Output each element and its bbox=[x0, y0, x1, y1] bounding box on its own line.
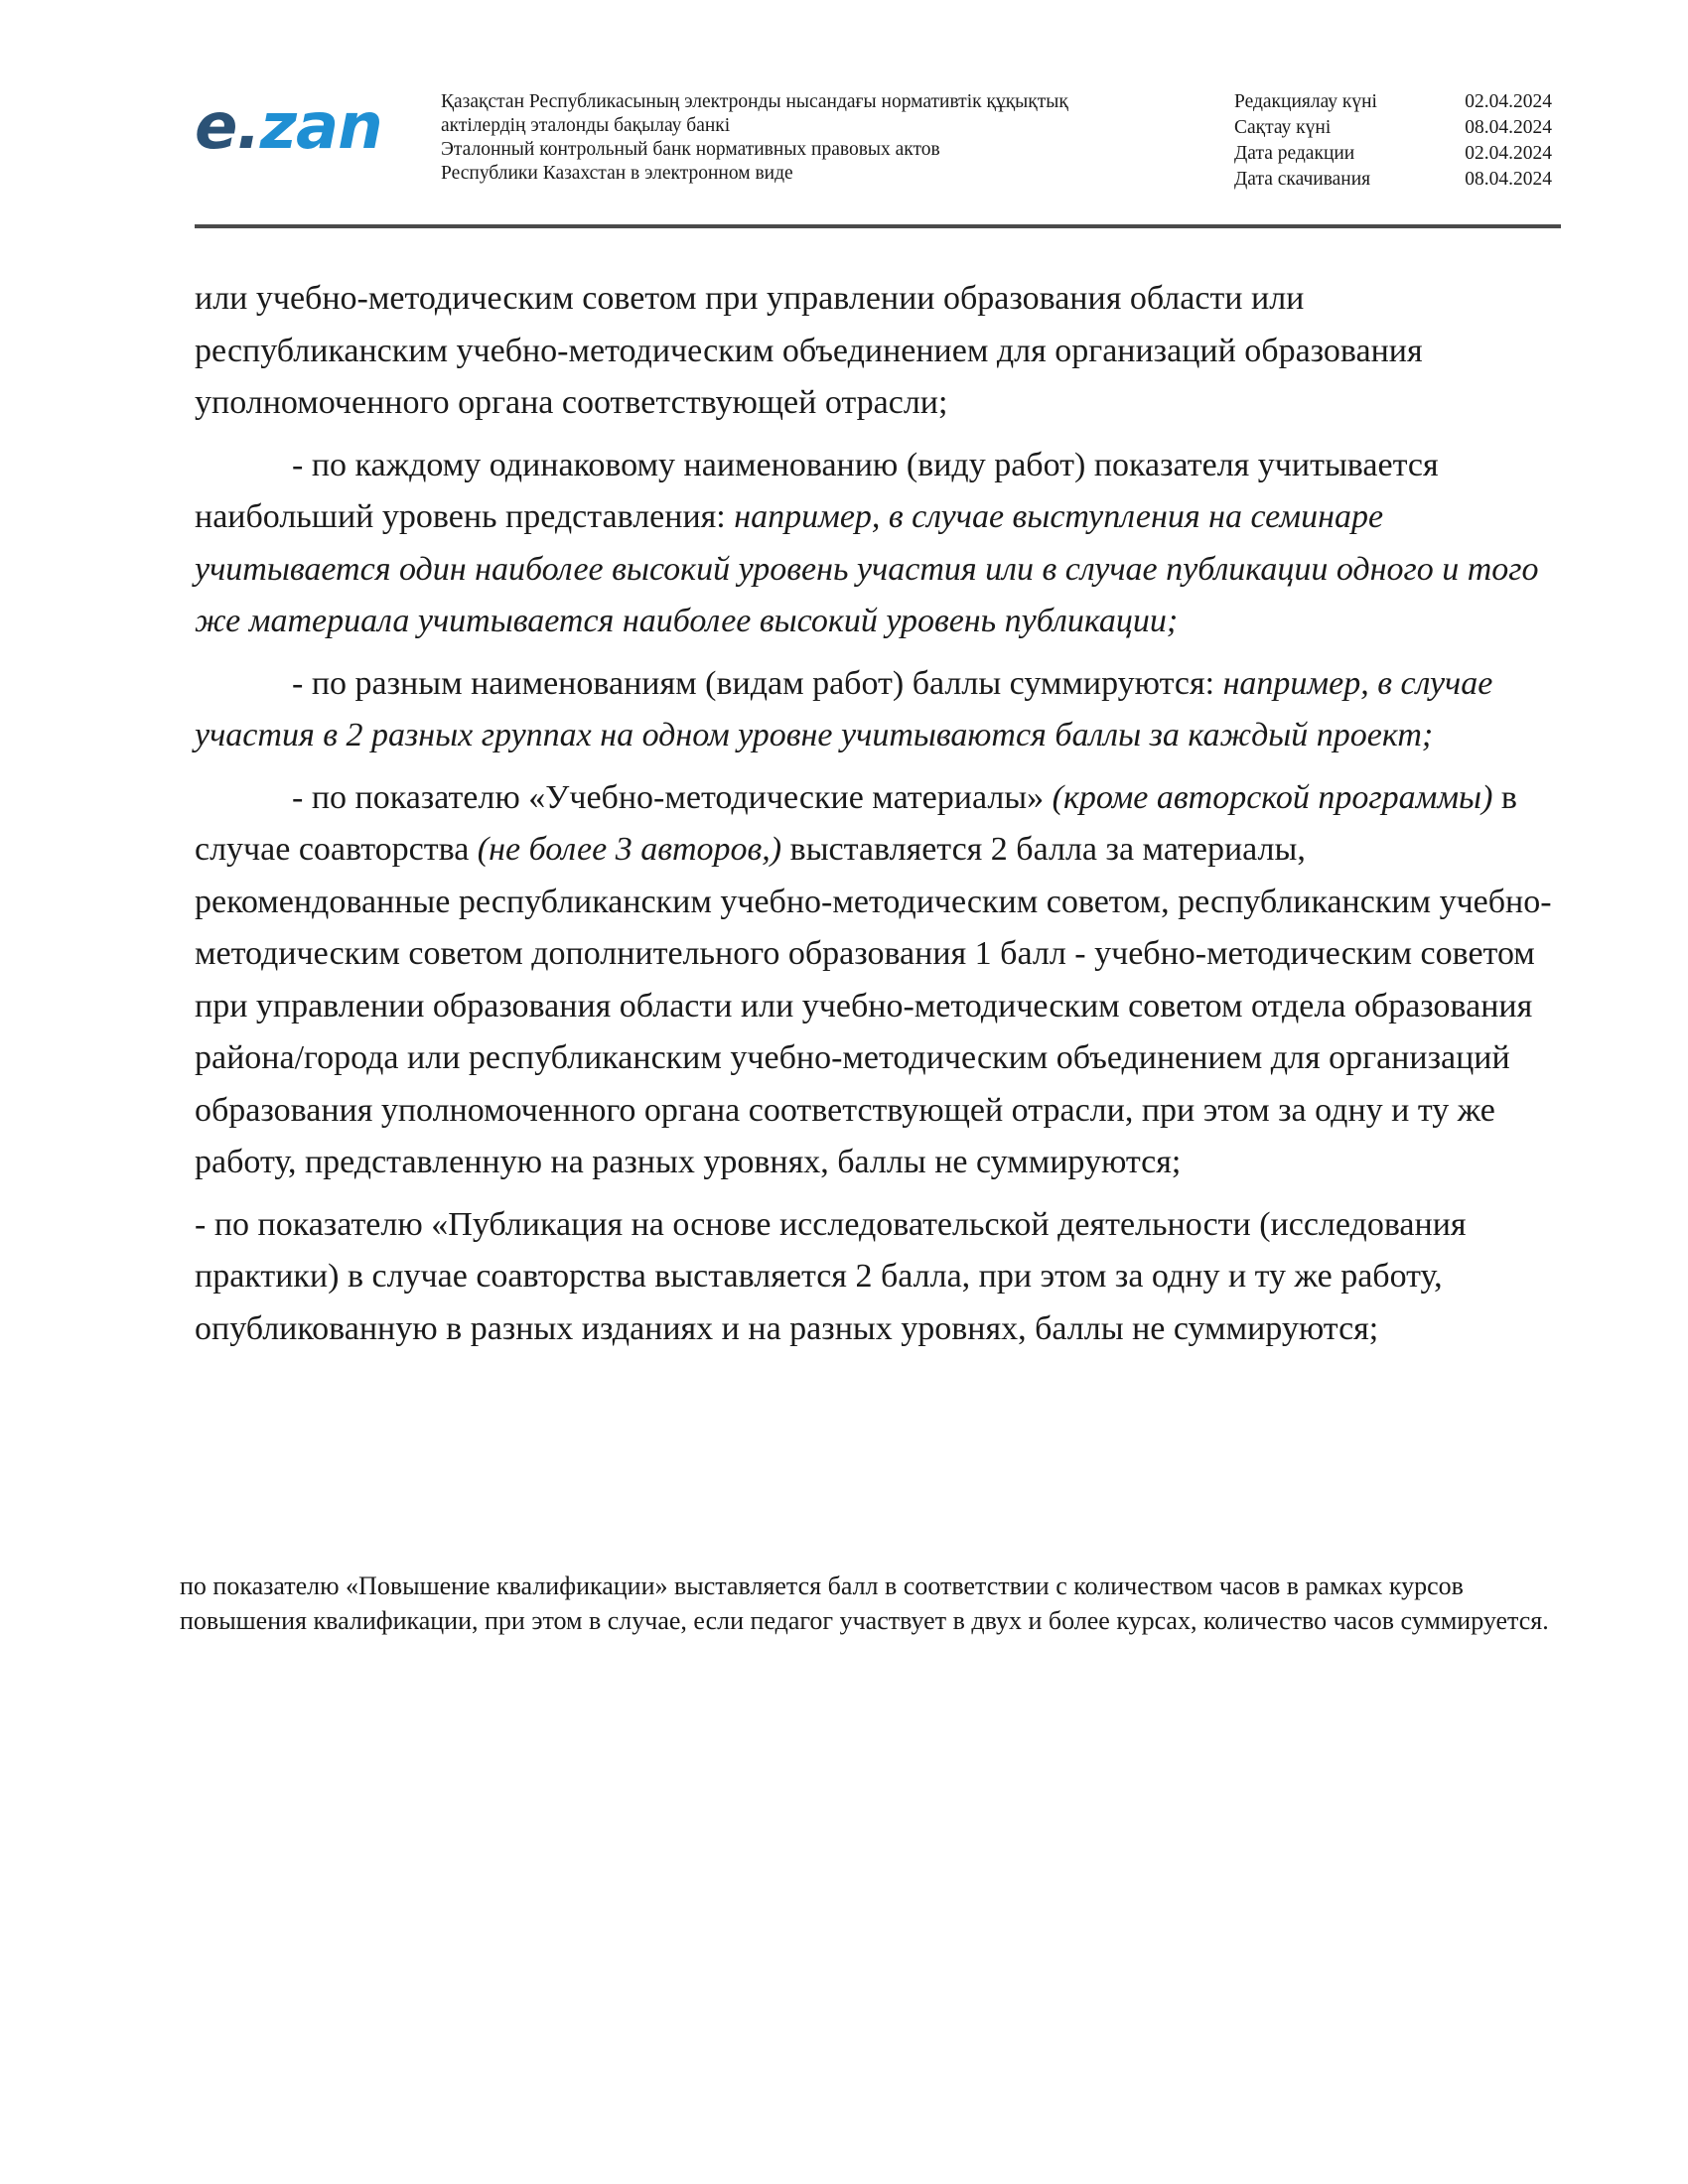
paragraph-qualification-rule: по показателю «Повышение квалификации» выставляется балл в соответствии с количеством часов в рамках курсов повышения квалификации, при этом в случае, если педагог участвует в двух и более курсах, количество часов суммируется. bbox=[180, 1571, 1549, 1635]
header-title-line: Эталонный контрольный банк нормативных правовых актов bbox=[441, 139, 940, 160]
date-label: Сақтау күні bbox=[1234, 117, 1332, 138]
logo-part-zan: zan bbox=[259, 90, 382, 164]
paragraph-continuation: или учебно-методическим советом при управлении образования области или республиканским учебно-методическим объединением для организаций образования уполномоченного органа соответствующей отрасли; bbox=[195, 280, 1423, 421]
paragraph-text: - по показателю «Учебно-методические материалы» bbox=[292, 778, 1053, 816]
paragraph-different-names-rule bbox=[195, 658, 1565, 762]
paragraph-example-italic: например, в случае выступления на семинаре учитывается один наиболее высокий уровень участия или в случае публикации одного и того же материала учитывается наиболее высокий уровень публикации; bbox=[195, 498, 1539, 639]
logo-dot: . bbox=[236, 90, 260, 164]
date-label: Дата редакции bbox=[1234, 143, 1355, 164]
date-value: 02.04.2024 bbox=[1465, 91, 1552, 112]
date-row-download-ru bbox=[1234, 167, 1552, 193]
paragraph-text: в случае соавторства bbox=[195, 778, 1517, 868]
paragraph-note-italic: (не более 3 авторов,) bbox=[477, 831, 782, 868]
date-row-save-kz bbox=[1234, 115, 1552, 141]
date-value: 02.04.2024 bbox=[1465, 143, 1552, 164]
date-label: Дата скачивания bbox=[1234, 169, 1371, 190]
header-title-line: Республики Казахстан в электронном виде bbox=[441, 163, 793, 184]
date-row-edit-kz bbox=[1234, 89, 1552, 115]
date-label: Редакциялау күні bbox=[1234, 91, 1377, 112]
paragraph-note-italic: (кроме авторской программы) bbox=[1052, 778, 1493, 816]
date-value: 08.04.2024 bbox=[1465, 117, 1552, 138]
header-title-line: Қазақстан Республикасының электронды нысандағы нормативтік құқықтық bbox=[441, 91, 1068, 112]
document-body bbox=[195, 273, 1565, 1355]
header-title-block bbox=[441, 90, 1176, 186]
paragraph-publication-rule: - по показателю «Публикация на основе исследовательской деятельности (исследования практики) в случае соавторства выставляется 2 балла, при этом за одну и ту же работу, опубликованную в разных изданиях и на разных уровнях, баллы не суммируются; bbox=[195, 1205, 1467, 1347]
paragraph-text: - по каждому одинаковому наименованию (виду работ) показателя учитывается наибольший уровень представления: bbox=[195, 446, 1439, 535]
date-value: 08.04.2024 bbox=[1465, 169, 1552, 190]
document-header bbox=[0, 0, 1688, 230]
header-title-line: актілердің эталонды бақылау банкі bbox=[441, 115, 731, 136]
header-dates-table bbox=[1234, 89, 1552, 193]
paragraph-same-name-rule bbox=[195, 440, 1565, 648]
paragraph-text: выставляется 2 балла за материалы, рекомендованные республиканским учебно-методическим советом, республиканским учебно-методическим советом дополнительного образования 1 балл - учебно-методическим советом при управлении образования области или учебно-методическим советом отдела образования района/города или республиканским учебно-методическим объединением для организаций образования уполномоченного органа соответствующей отрасли, при этом за одну и ту же работу, представленную на разных уровнях, баллы не суммируются; bbox=[195, 831, 1552, 1180]
ezan-logo bbox=[195, 90, 382, 164]
paragraph-teaching-materials-rule bbox=[195, 772, 1565, 1189]
paragraph-example-italic: например, в случае участия в 2 разных группах на одном уровне учитываются баллы за каждый проект; bbox=[195, 664, 1493, 753]
date-row-edit-ru bbox=[1234, 141, 1552, 167]
header-divider bbox=[195, 224, 1561, 228]
logo-part-e: e bbox=[195, 90, 237, 164]
paragraph-text: - по разным наименованиям (видам работ) баллы суммируются: bbox=[292, 664, 1223, 702]
